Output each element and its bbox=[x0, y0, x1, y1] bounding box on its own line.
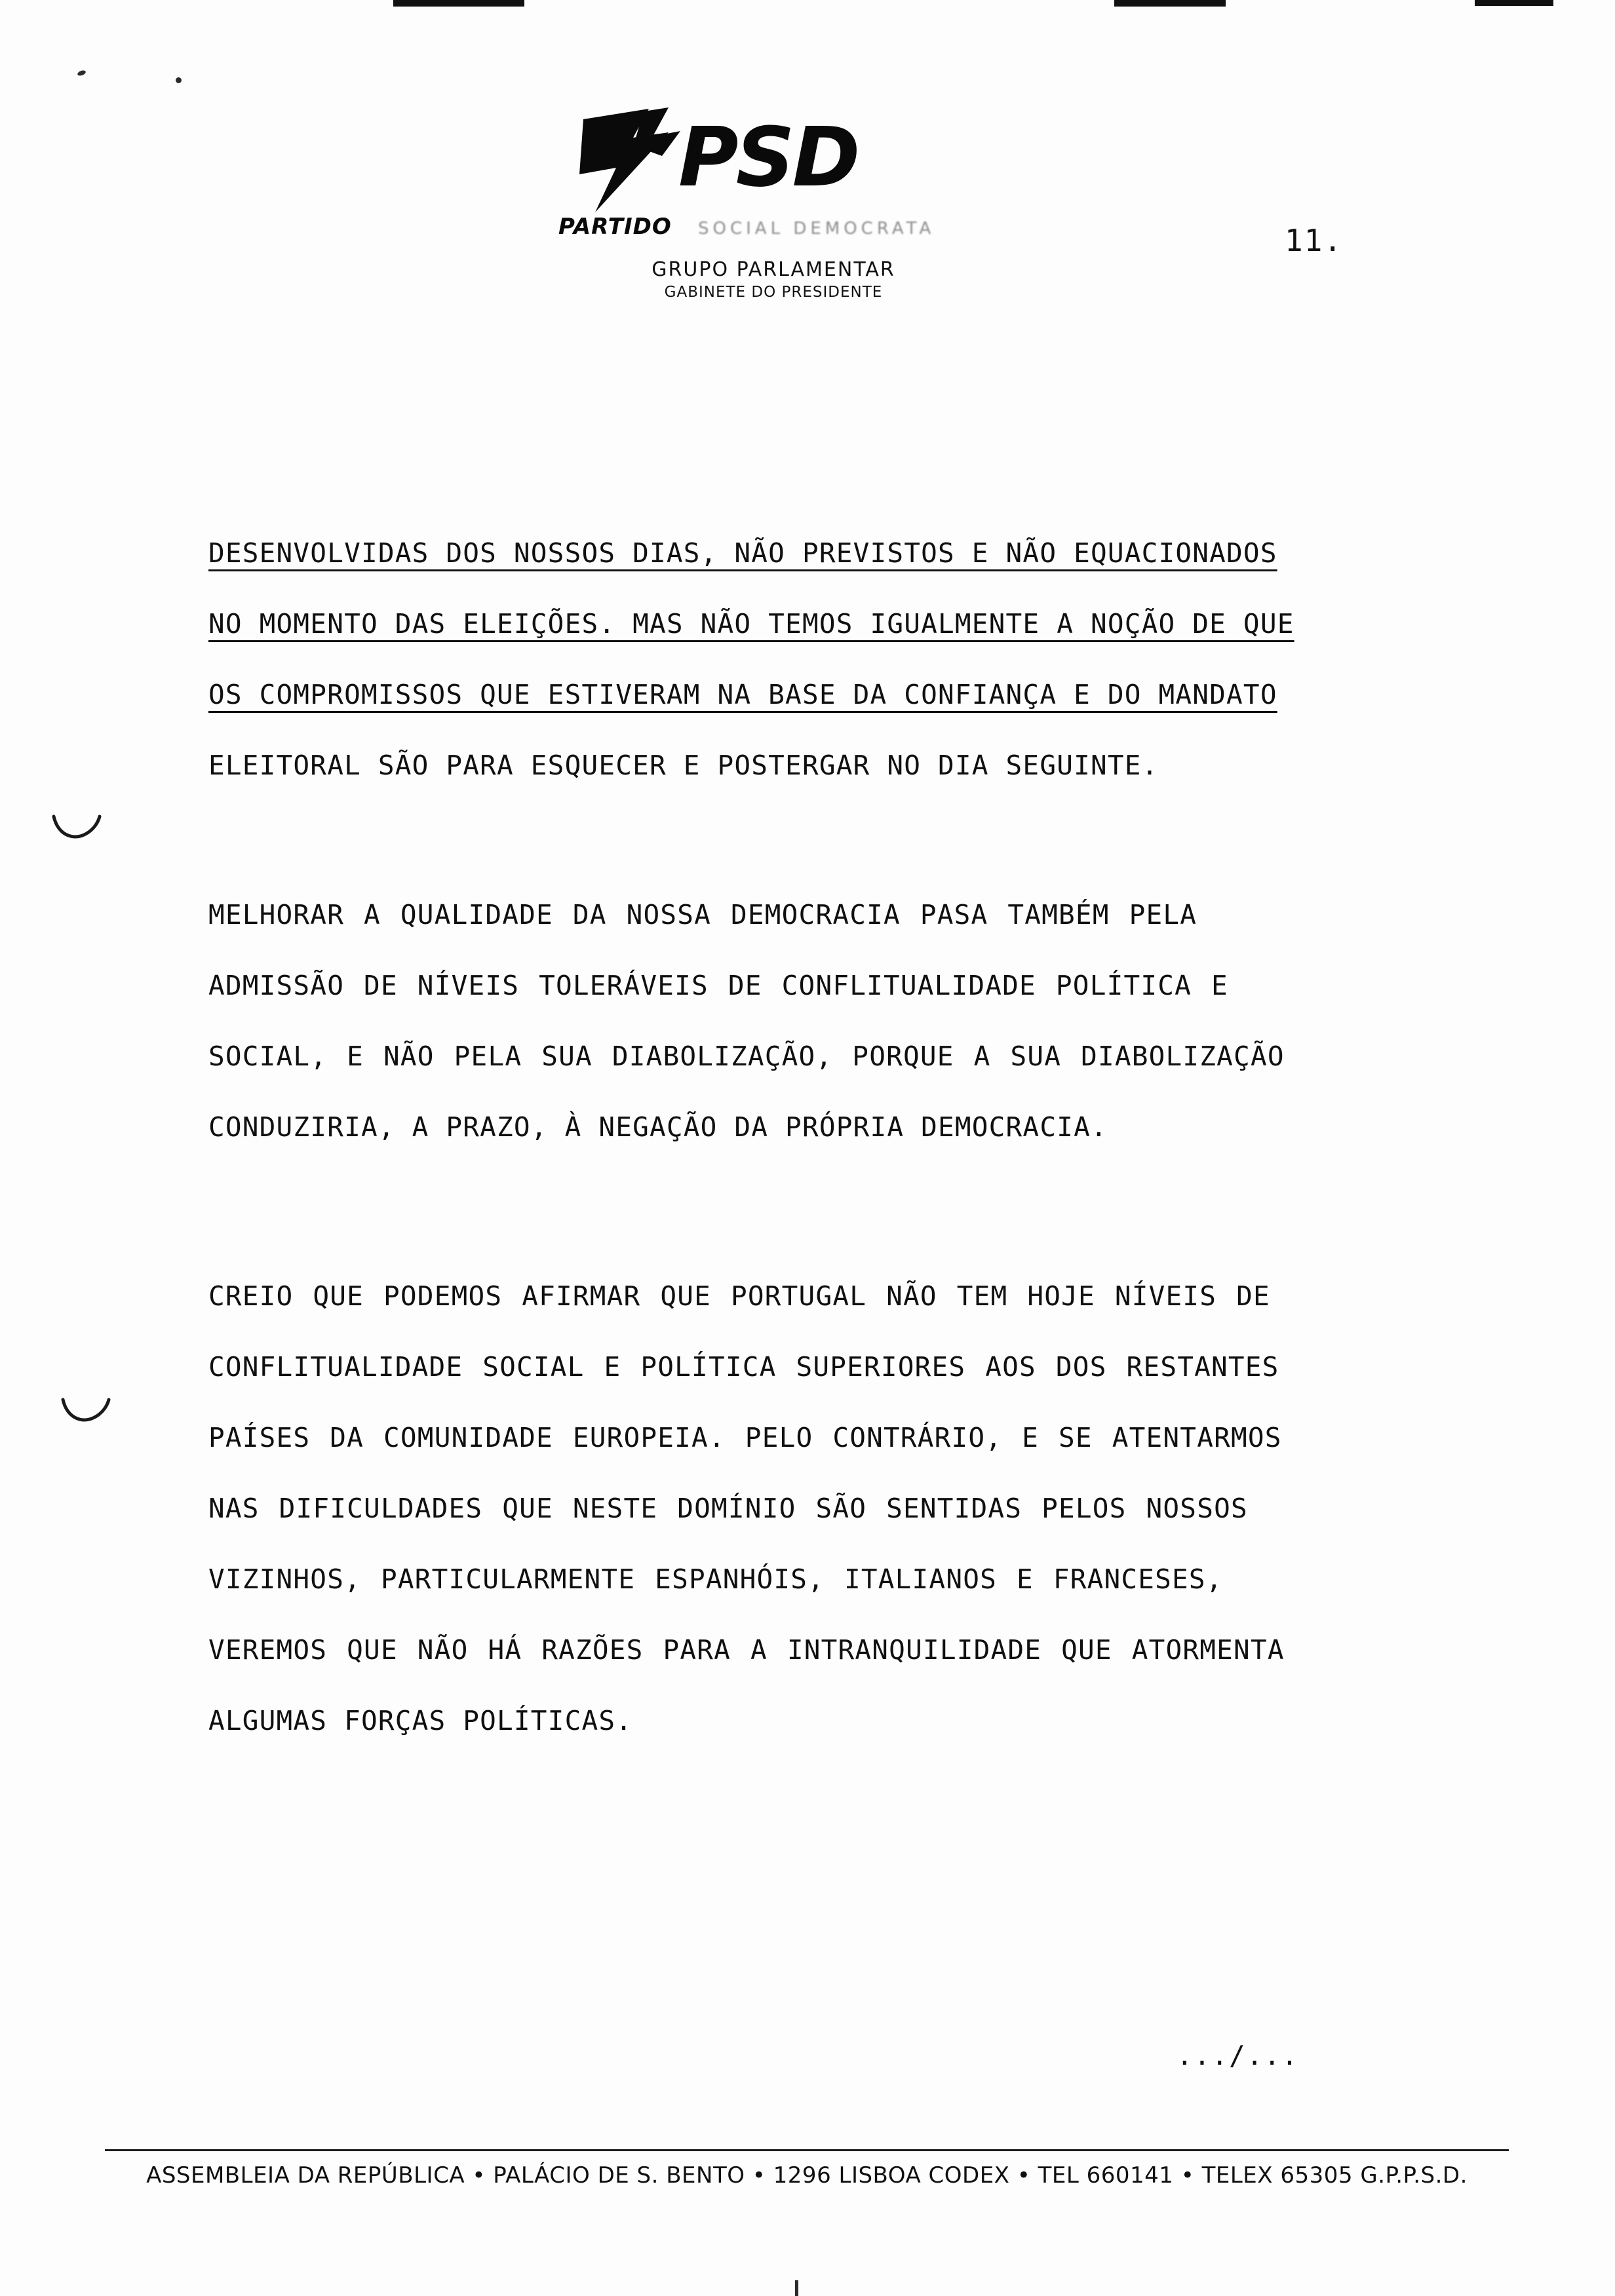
margin-pen-mark bbox=[51, 813, 104, 843]
paragraph-2-line: ADMISSÃO DE NÍVEIS TOLERÁVEIS DE CONFLITUALIDADE POLÍTICA E bbox=[208, 970, 1228, 1001]
partido-label: PARTIDO bbox=[558, 214, 672, 240]
logo-row bbox=[544, 98, 1003, 223]
paragraph-3-line: NAS DIFICULDADES QUE NESTE DOMÍNIO SÃO SENTIDAS PELOS NOSSOS bbox=[208, 1493, 1248, 1524]
psd-wordmark: PSD bbox=[678, 110, 858, 205]
partido-row bbox=[544, 214, 1003, 246]
partido-subtitle-faded: SOCIAL DEMOCRATA bbox=[698, 219, 935, 239]
scan-artifact-bar bbox=[393, 0, 524, 7]
scan-artifact-bar bbox=[1114, 0, 1226, 7]
paragraph-2-line: MELHORAR A QUALIDADE DA NOSSA DEMOCRACIA PASA TAMBÉM PELA bbox=[208, 899, 1197, 930]
paragraph-2-line: CONDUZIRIA, A PRAZO, À NEGAÇÃO DA PRÓPRIA DEMOCRACIA. bbox=[208, 1111, 1108, 1143]
scan-artifact-tick bbox=[795, 2280, 798, 2296]
continuation-marker: .../... bbox=[1177, 2040, 1299, 2071]
paragraph-3-line: CREIO QUE PODEMOS AFIRMAR QUE PORTUGAL NÃO TEM HOJE NÍVEIS DE bbox=[208, 1280, 1270, 1312]
paragraph-1-line: ELEITORAL SÃO PARA ESQUECER E POSTERGAR NO DIA SEGUINTE. bbox=[208, 750, 1159, 781]
paragraph-2-line: SOCIAL, E NÃO PELA SUA DIABOLIZAÇÃO, PORQUE A SUA DIABOLIZAÇÃO bbox=[208, 1041, 1285, 1072]
margin-pen-mark bbox=[60, 1396, 113, 1426]
paragraph-3-line: PAÍSES DA COMUNIDADE EUROPEIA. PELO CONTRÁRIO, E SE ATENTARMOS bbox=[208, 1422, 1282, 1453]
paragraph-1-line: DESENVOLVIDAS DOS NOSSOS DIAS, NÃO PREVISTOS E NÃO EQUACIONADOS bbox=[208, 537, 1277, 569]
paragraph-1 bbox=[208, 518, 1513, 801]
gabinete-presidente-label: GABINETE DO PRESIDENTE bbox=[664, 284, 883, 301]
footer-address: ASSEMBLEIA DA REPÚBLICA • PALÁCIO DE S. BENTO • 1296 LISBOA CODEX • TEL 660141 • TELEX 65305 G.P.P.S.D. bbox=[146, 2162, 1468, 2189]
paragraph-3-line: ALGUMAS FORÇAS POLÍTICAS. bbox=[208, 1705, 633, 1736]
paragraph-2 bbox=[208, 879, 1513, 1162]
paragraph-1-line-underlined: ELEITORAL SÃO PARA ESQUECER E POSTERGAR NO DIA SEGUINTE bbox=[208, 750, 1142, 781]
footer-divider bbox=[105, 2149, 1509, 2151]
psd-logo-icon bbox=[570, 105, 695, 216]
paragraph-3-line: CONFLITUALIDADE SOCIAL E POLÍTICA SUPERIORES AOS DOS RESTANTES bbox=[208, 1351, 1279, 1383]
document-body bbox=[208, 518, 1513, 1812]
paragraph-1-line: NO MOMENTO DAS ELEIÇÕES. MAS NÃO TEMOS IGUALMENTE A NOÇÃO DE QUE bbox=[208, 608, 1294, 640]
grupo-parlamentar-label: GRUPO PARLAMENTAR bbox=[652, 258, 895, 281]
letterhead bbox=[544, 98, 1003, 301]
scan-speck bbox=[77, 69, 87, 77]
paragraph-3 bbox=[208, 1261, 1513, 1756]
paragraph-3-line: VEREMOS QUE NÃO HÁ RAZÕES PARA A INTRANQUILIDADE QUE ATORMENTA bbox=[208, 1634, 1285, 1666]
scan-speck bbox=[176, 77, 182, 83]
scan-artifact-bar bbox=[1475, 0, 1553, 6]
page-number: 11. bbox=[1285, 223, 1344, 258]
paragraph-3-line: VIZINHOS, PARTICULARMENTE ESPANHÓIS, ITALIANOS E FRANCESES, bbox=[208, 1563, 1223, 1595]
paragraph-1-line: OS COMPROMISSOS QUE ESTIVERAM NA BASE DA CONFIANÇA E DO MANDATO bbox=[208, 679, 1277, 710]
